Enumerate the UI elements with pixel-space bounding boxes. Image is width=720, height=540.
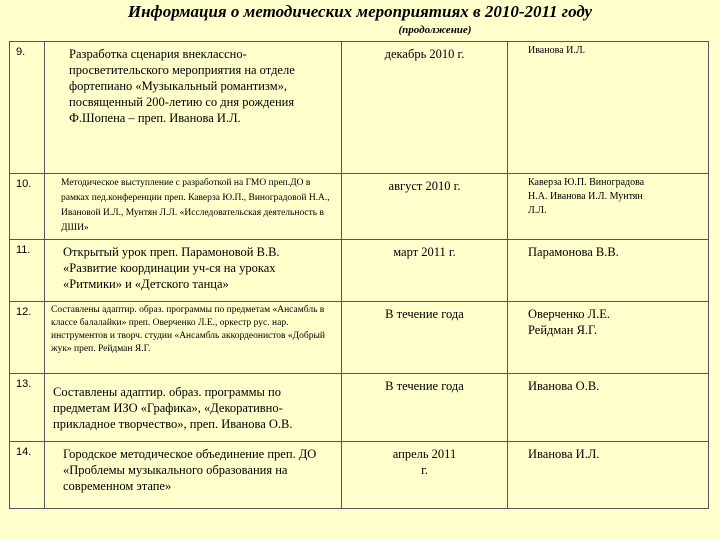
event-date: В течение года — [342, 374, 508, 442]
event-responsible: Парамонова В.В. — [508, 240, 709, 302]
event-date: В течение года — [342, 302, 508, 374]
event-date: август 2010 г. — [342, 174, 508, 240]
event-responsible: Иванова И.Л. — [508, 442, 709, 509]
event-responsible: Оверченко Л.Е. Рейдман Я.Г. — [508, 302, 709, 374]
event-date: март 2011 г. — [342, 240, 508, 302]
event-description: Составлены адаптир. образ. программы по предметам ИЗО «Графика», «Декоративно-прикладное творчество», преп. Иванова О.В. — [45, 374, 342, 442]
row-number: 13. — [10, 374, 45, 442]
row-number: 11. — [10, 240, 45, 302]
table-row — [10, 240, 709, 302]
event-responsible: Каверза Ю.П. Виноградова Н.А. Иванова И.Л. Мунтян Л.Л. — [508, 174, 709, 240]
event-description: Составлены адаптир. образ. программы по предметам «Ансамбль в классе балалайки» преп. Оверченко Л.Е., оркестр рус. нар. инструментов и творч. студии «Ансамбль аккордеонистов «Добрый жук» преп. Рейдман Я.Г. — [45, 302, 342, 374]
event-description: Разработка сценария внеклассно-просветительского мероприятия на отделе фортепиано «Музыкальный романтизм», посвященный 200-летию со дня рождения Ф.Шопена – преп. Иванова И.Л. — [45, 42, 342, 174]
events-table — [9, 41, 709, 509]
event-responsible: Иванова О.В. — [508, 374, 709, 442]
table-row — [10, 174, 709, 240]
page-title: Информация о методических мероприятиях в 2010-2011 году — [127, 2, 593, 21]
event-responsible: Иванова И.Л. — [508, 42, 709, 174]
table-row — [10, 302, 709, 374]
event-date: декабрь 2010 г. — [342, 42, 508, 174]
event-description: Городское методическое объединение преп. ДО «Проблемы музыкального образования на современном этапе» — [45, 442, 342, 509]
event-description: Методическое выступление с разработкой на ГМО преп.ДО в рамках пед.конференции преп. Каверза Ю.П., Виноградовой Н.А., Ивановой И.Л., Мунтян Л.Л. «Исследовательская деятельность в ДШИ» — [45, 174, 342, 240]
event-description: Открытый урок преп. Парамоновой В.В. «Развитие координации уч-ся на уроках «Ритмики» и «Детского танца» — [45, 240, 342, 302]
row-number: 9. — [10, 42, 45, 174]
event-date: апрель 2011 г. — [342, 442, 508, 509]
row-number: 14. — [10, 442, 45, 509]
table-row — [10, 442, 709, 509]
table-row — [10, 42, 709, 174]
table-row — [10, 374, 709, 442]
row-number: 12. — [10, 302, 45, 374]
row-number: 10. — [10, 174, 45, 240]
page-subtitle: (продолжение) — [398, 24, 472, 36]
